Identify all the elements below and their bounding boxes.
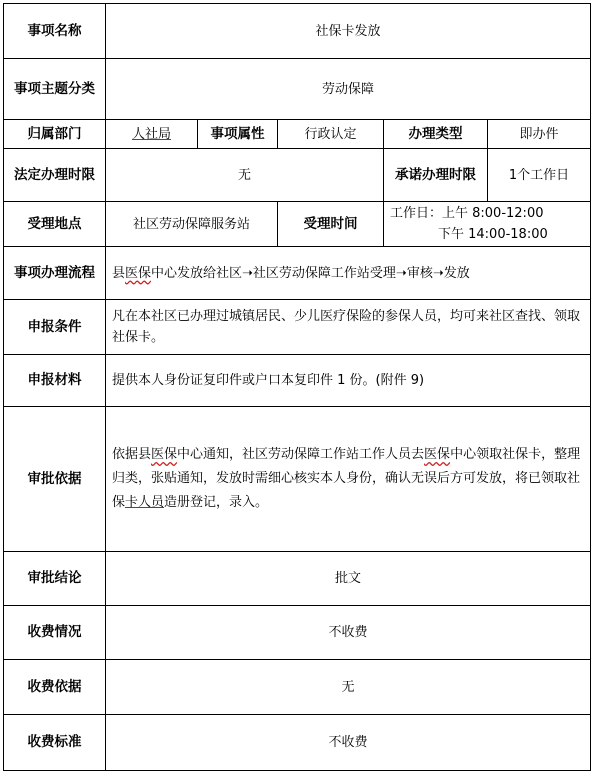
row-item-name	[4, 4, 591, 59]
item-name-label: 事项名称	[4, 4, 106, 59]
item-attribute-value: 行政认定	[278, 120, 384, 149]
fee-status-value: 不收费	[106, 606, 591, 660]
conditions-label: 申报条件	[4, 300, 106, 355]
acceptance-time-value	[384, 202, 591, 247]
approval-conclusion-value: 批文	[106, 552, 591, 606]
promised-time-limit-label: 承诺办理时限	[384, 149, 488, 202]
basis-text-4: 医保	[424, 447, 451, 462]
materials-value: 提供本人身份证复印件或户口本复印件 1 份。(附件 9)	[106, 355, 591, 407]
item-attribute-label: 事项属性	[198, 120, 278, 149]
approval-conclusion-label: 审批结论	[4, 552, 106, 606]
row-fee-standard	[4, 715, 591, 771]
row-topic-category	[4, 59, 591, 120]
fee-basis-label: 收费依据	[4, 660, 106, 715]
service-item-table	[3, 3, 591, 771]
department-value	[106, 120, 198, 149]
fee-basis-value: 无	[106, 660, 591, 715]
topic-category-label: 事项主题分类	[4, 59, 106, 120]
item-name-value: 社保卡发放	[106, 4, 591, 59]
process-text-c: 中心发放给社区➝社区劳动保障工作站受理➝审核➝发放	[151, 265, 470, 281]
handling-type-label: 办理类型	[384, 120, 488, 149]
basis-text-3: 中心通知，社区劳动保障工作站工作人员去	[177, 447, 425, 462]
row-conclusion	[4, 552, 591, 606]
row-basis	[4, 407, 591, 552]
department-value-text: 人社局	[131, 126, 171, 142]
acceptance-location-value: 社区劳动保障服务站	[106, 202, 278, 247]
row-location	[4, 202, 591, 247]
approval-basis-value	[106, 407, 591, 552]
basis-text-2: 医保	[151, 447, 178, 462]
basis-text-1: 依据县	[112, 447, 152, 462]
fee-standard-label: 收费标准	[4, 715, 106, 771]
row-fee-status	[4, 606, 591, 660]
basis-text-5: 中心领取社保卡，整理归类，张贴通知，发放时需细心核实本人身份，确认无误后方可发放，将已领取社保	[112, 447, 581, 510]
row-time-limits	[4, 149, 591, 202]
legal-time-limit-label: 法定办理时限	[4, 149, 106, 202]
materials-label: 申报材料	[4, 355, 106, 407]
acceptance-location-label: 受理地点	[4, 202, 106, 247]
process-text-a: 县	[112, 265, 126, 281]
row-conditions	[4, 300, 591, 355]
row-department	[4, 120, 591, 149]
promised-time-limit-value: 1个工作日	[488, 149, 591, 202]
row-process	[4, 247, 591, 300]
process-label: 事项办理流程	[4, 247, 106, 300]
process-text-b: 医保	[125, 265, 152, 281]
row-fee-basis	[4, 660, 591, 715]
department-label: 归属部门	[4, 120, 106, 149]
legal-time-limit-value: 无	[106, 149, 384, 202]
process-value	[106, 247, 591, 300]
basis-text-7: 造册登记，录入。	[164, 495, 269, 510]
conditions-value: 凡在本社区已办理过城镇居民、少儿医疗保险的参保人员，均可来社区查找、领取社保卡。	[106, 300, 591, 355]
handling-type-value: 即办件	[488, 120, 591, 149]
acceptance-time-line-2: 下午 14:00-18:00	[438, 227, 548, 242]
basis-text-6: 卡人员	[125, 495, 165, 510]
acceptance-time-label: 受理时间	[278, 202, 384, 247]
acceptance-time-line-1: 工作日：上午 8:00-12:00	[390, 206, 544, 221]
approval-basis-label: 审批依据	[4, 407, 106, 552]
fee-status-label: 收费情况	[4, 606, 106, 660]
topic-category-value: 劳动保障	[106, 59, 591, 120]
row-materials	[4, 355, 591, 407]
fee-standard-value: 不收费	[106, 715, 591, 771]
